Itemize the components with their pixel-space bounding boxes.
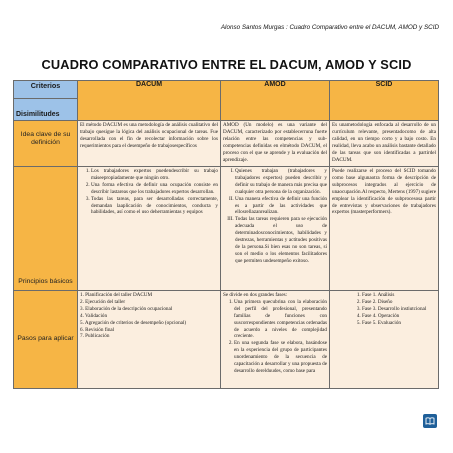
list-item: 7. Publicación (80, 333, 110, 340)
amod-pasos-intro: Se divide en dos grandes fases: (223, 292, 288, 298)
cell-scid-principios: Puede realizarse el proceso del SCID tomando como base algunaotra forma de descripción de subprocesos integrados al ejercicio de unaocupación.Al respecto, Mertens (1997) sugiere emplear la identificación de subprocesosa partir de entrevistas y observaciones de trabajadores expertos (masterperformers). (330, 167, 439, 291)
list-item: 4. Fase 4. Operación (362, 313, 436, 320)
list-item: 6. Revisión final (80, 326, 115, 333)
criterios-header: Criterios (14, 81, 78, 99)
book-icon-graphic (425, 416, 435, 426)
list-item: 2. Fase 2. Diseño (362, 299, 436, 306)
list-item: 1. Una primera quecubrina con la elaboración del perfil del profesional, presentando familias de funciones con suscorrespondientes competencias ordenadas de acuerdo a niveles de complejidad creciente. (234, 299, 327, 340)
column-header-dacum: DACUM (78, 81, 221, 121)
list-item: 1. Planificación del taller DACUM (80, 292, 153, 298)
cell-scid-pasos (330, 291, 439, 389)
cell-dacum-pasos (78, 291, 221, 389)
cell-amod-definicion: AMOD (Un modelo) es una variante del DACUM, caracterizado por establecerruna fuerte relación entre las competencias y sub-competencias definidas en elmétodo DACUM, el proceso con el que se aprende y la evaluación del aprendizaje. (221, 121, 330, 167)
list-item: 5. Fase 5. Evaluación (362, 320, 436, 327)
row-label-principios: Principios básicos (14, 167, 78, 291)
cell-dacum-principios (78, 167, 221, 291)
disimilitudes-header: Disimilitudes (14, 99, 78, 121)
list-item: 2. En una segunda fase se elabora, basándose en la experiencia del grupo de participantes unordenamiento de la secuencia de capacitación a desarrollar y una propuesta de desarrollo derelduudes, como base para (234, 340, 327, 375)
comparison-table (13, 80, 439, 389)
list-item: I. Quienes trabajan (trabajadores y trabajadores expertos) pueden describir y definir su trabajo de manera más precisa que cualquier otra persona de la organización. (235, 168, 327, 196)
table-row (14, 121, 439, 167)
column-header-scid: SCID (330, 81, 439, 121)
book-icon[interactable] (423, 414, 437, 428)
list-item: 2. Una forma efectiva de definir una ocupación consiste en describir lastareas que los trabajadores expertos desarrollan. (91, 182, 218, 196)
cell-scid-definicion: Es unametodología enfocada al desarrollo de un currículum relevante, presentadocomo de alta calidad, en un tiempo corto y a bajo costo. En realidad, lleva acabo un análisis bastante detallado de las tareas que son identificadas a partirdel DACUM. (330, 121, 439, 167)
list-item: 4. Validación (80, 312, 108, 319)
document-title: CUADRO COMPARATIVO ENTRE EL DACUM, AMOD Y SCID (41, 57, 412, 72)
header-note: Alonso Santos Murgas : Cuadro Comparativo entre el DACUM, AMOD y SCID (220, 24, 439, 31)
cell-dacum-definicion: El método DACUM es una metodología de análisis cualitativo del trabajo quesigue la lógica del análisis ocupacional de tareas. Fue desarrollada con el fin de recolectar información sobre los requerimientos para el desempeño de trabajosespecíficos (78, 121, 221, 167)
list-item: 1. Los trabajadores expertos puedendescribir su trabajo máseepropiadamente que ningún otro. (91, 168, 218, 182)
column-header-amod: AMOD (221, 81, 330, 121)
table-row (14, 167, 439, 291)
list-item: 3. Todas las tareas, para ser desarrolladas correctamente, demandan laaplicación de conocimientos, conducta y habilidades, así como el uso deherramientas y equipos (91, 196, 218, 217)
list-item: II. Una manera efectiva de definir una función es a partir de las actividades que ellosrellazanrealizan. (235, 196, 327, 217)
cell-amod-pasos (221, 291, 330, 389)
row-label-definicion: Idea clave de su definición (14, 121, 78, 167)
list-item: 5. Agregación de criterios de desempeño (opcional) (80, 319, 187, 326)
list-item: 1. Fase 1. Análisis (362, 292, 436, 299)
cell-amod-principios (221, 167, 330, 291)
row-label-pasos: Pasos para aplicar (14, 291, 78, 389)
list-item: III. Todas las tareas requieren para se ejecución adecuada el uso de determinadosconocimientos, habilidades y destrezas, herramientas y actitudes positivas de la persona.Si bien esas no son tareas, sí son el medio o los elementos facilitadores que permiten undesempeño exitoso. (235, 216, 327, 264)
list-item: 3. Fase 3. Desarrollo instiutcional (362, 306, 436, 313)
list-item: 2. Ejecución del taller (80, 298, 126, 305)
list-item: 3. Elaboración de la descripción ocupacional (80, 305, 173, 312)
table-row (14, 291, 439, 389)
